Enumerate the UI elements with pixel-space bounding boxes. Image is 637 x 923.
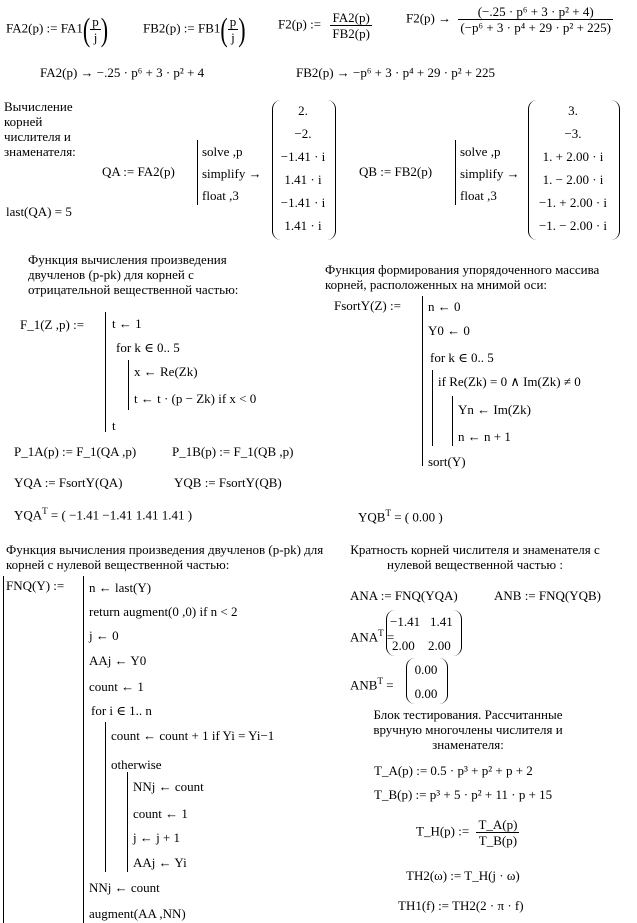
- qb-label: QB := FB2(p): [359, 164, 433, 179]
- tb-definition: T_B(p) := p³ + 5 · p² + 11 · p + 15: [374, 787, 553, 802]
- yqa-definition: YQA := FsortY(QA): [14, 475, 123, 490]
- fnq-line: count ← 1: [133, 806, 188, 821]
- qa-op-solve: solve ,p: [202, 144, 243, 159]
- f2-definition: F2(p) := $\frac{FA2(p)}{FB2(p)}$: [278, 10, 370, 41]
- f2-numerator: (−.25 · p⁶ + 3 · p² + 4): [458, 4, 613, 20]
- qb-op-solve: solve ,p: [460, 144, 501, 159]
- fsort-line: if Re(Zk) = 0 ∧ Im(Zk) ≠ 0: [438, 374, 581, 389]
- yqb-transpose: $YQB^T$ = ( 0.00 ): [358, 508, 443, 525]
- qa-value: −1.41 · i: [280, 195, 326, 210]
- anb-cell: 0.00: [414, 686, 438, 701]
- th1-definition: TH1(f) := TH2(2 · π · f): [398, 898, 524, 913]
- ana-cell: 1.41: [430, 614, 453, 629]
- th2-definition: TH2(ω) := T_H(j · ω): [406, 868, 520, 883]
- qa-value: 1.41 · i: [284, 172, 322, 187]
- qb-value: −3.: [564, 126, 582, 141]
- fsort-header: FsortY(Z) :=: [334, 298, 401, 313]
- anb-definition: ANB := FNQ(YQB): [494, 588, 602, 603]
- qb-op-simplify: simplify →: [460, 166, 520, 181]
- fsort-line: for k ∈ 0.. 5: [430, 350, 494, 365]
- f2-symbolic-result: F2(p) → $\frac{\text{(−.25 · p⁶ + 3 · p² + 4)}}{\text{(−p⁶ + 3 · p⁴ + 29 · p² + 225)}}$: [406, 4, 611, 35]
- fb2-definition: FB2(p) := FB1( $\frac{p}{j}$ ): [143, 10, 246, 48]
- p1b-definition: P_1B(p) := F_1(QB ,p): [172, 444, 294, 459]
- fnq-line: augment(AA ,NN): [89, 906, 186, 921]
- qa-value: 1.41 · i: [284, 218, 322, 233]
- fsort-caption: Функция формирования упорядоченного массива корней, расположенных на мнимой оси:: [325, 262, 600, 292]
- fb2-result: FB2(p) → −p⁶ + 3 · p⁴ + 29 · p² + 225: [296, 65, 496, 80]
- ana-cell: 2.00: [392, 638, 415, 653]
- qa-label: QA := FA2(p): [102, 164, 175, 179]
- fnq-line: NNj ← count: [133, 779, 204, 794]
- f1-line: t: [112, 418, 116, 433]
- yqb-definition: YQB := FsortY(QB): [174, 475, 282, 490]
- fa2-definition: FA2(p) := FA1( $\frac{p}{j}$ ): [6, 10, 109, 48]
- ana-definition: ANA := FNQ(YQA): [350, 588, 458, 603]
- qa-value: −1.41 · i: [280, 149, 326, 164]
- fnq-line: return augment(0 ,0) if n < 2: [89, 604, 238, 619]
- fnq-line: for i ∈ 1.. n: [91, 703, 152, 718]
- fsort-line: n ← n + 1: [458, 429, 511, 444]
- f1-line: t ← t · (p − Zk) if x < 0: [134, 391, 257, 406]
- fnq-line: j ← 0: [89, 628, 119, 643]
- ana-transpose-label: $ANA^T$ =: [350, 628, 395, 645]
- test-caption: Блок тестирования. Рассчитанные вручную многочлены числителя и знаменателя:: [373, 707, 563, 752]
- anb-transpose-label: $ANB^T$ =: [350, 676, 394, 693]
- yqa-transpose: $YQA^T$ = ( −1.41 −1.41 1.41 1.41 ): [14, 506, 193, 523]
- qb-value: 1. − 2.00 · i: [542, 172, 604, 187]
- fsort-line: Yn ← Im(Zk): [458, 402, 531, 417]
- qb-value: −1. + 2.00 · i: [538, 195, 608, 210]
- fsort-line: Y0 ← 0: [428, 323, 470, 338]
- fnq-caption: Функция вычисления произведения двучленов (p-pk) для корней с нулевой вещественной частью:: [6, 542, 324, 572]
- fnq-line: AAj ← Y0: [89, 653, 147, 668]
- ta-definition: T_A(p) := 0.5 · p³ + p² + p + 2: [374, 763, 533, 778]
- th-definition: T_H(p) := $\frac{T\_A(p)}{T\_B(p)}$: [416, 817, 518, 848]
- fnq-line: count ← count + 1 if Yi = Yi−1: [111, 728, 275, 743]
- fnq-line: NNj ← count: [89, 880, 160, 895]
- qb-value: 1. + 2.00 · i: [542, 149, 604, 164]
- qa-op-float: float ,3: [202, 188, 239, 203]
- f1-line: for k ∈ 0.. 5: [116, 340, 180, 355]
- fnq-line: count ← 1: [89, 679, 144, 694]
- fnq-line: n ← last(Y): [89, 580, 152, 595]
- ana-cell: −1.41: [390, 614, 421, 629]
- qa-op-simplify: simplify →: [202, 166, 262, 181]
- anb-cell: 0.00: [414, 662, 438, 677]
- fa2-result: FA2(p) → −.25 · p⁶ + 3 · p² + 4: [40, 65, 205, 80]
- ana-cell: 2.00: [428, 638, 451, 653]
- qa-value: 2.: [298, 103, 308, 118]
- last-qa: last(QA) = 5: [6, 204, 72, 219]
- f2-denominator: (−p⁶ + 3 · p⁴ + 29 · p² + 225): [460, 20, 611, 35]
- f1-header: F_1(Z ,p) :=: [20, 317, 85, 332]
- p1a-definition: P_1A(p) := F_1(QA ,p): [14, 444, 137, 459]
- f1-line: t ← 1: [112, 316, 142, 331]
- qa-value: −2.: [294, 126, 312, 141]
- roots-caption: Вычисление корней числителя и знаменателя:: [4, 99, 76, 159]
- fnq-line: j ← j + 1: [133, 830, 181, 845]
- qb-op-float: float ,3: [460, 188, 497, 203]
- mult-caption: Кратность корней числителя и знаменателя с нулевой вещественной частью :: [350, 542, 600, 572]
- fsort-line: sort(Y): [428, 454, 466, 469]
- f1-line: x ← Re(Zk): [134, 364, 198, 379]
- qb-value: 3.: [568, 103, 578, 118]
- fnq-line: otherwise: [111, 757, 162, 772]
- f1-caption: Функция вычисления произведения двучленов (p-pk) для корней с отрицательной вещественной частью:: [28, 252, 239, 297]
- fnq-line: AAj ← Yi: [133, 855, 187, 870]
- fsort-line: n ← 0: [428, 299, 461, 314]
- qb-value: −1. − 2.00 · i: [538, 218, 608, 233]
- fnq-header: FNQ(Y) :=: [6, 578, 65, 593]
